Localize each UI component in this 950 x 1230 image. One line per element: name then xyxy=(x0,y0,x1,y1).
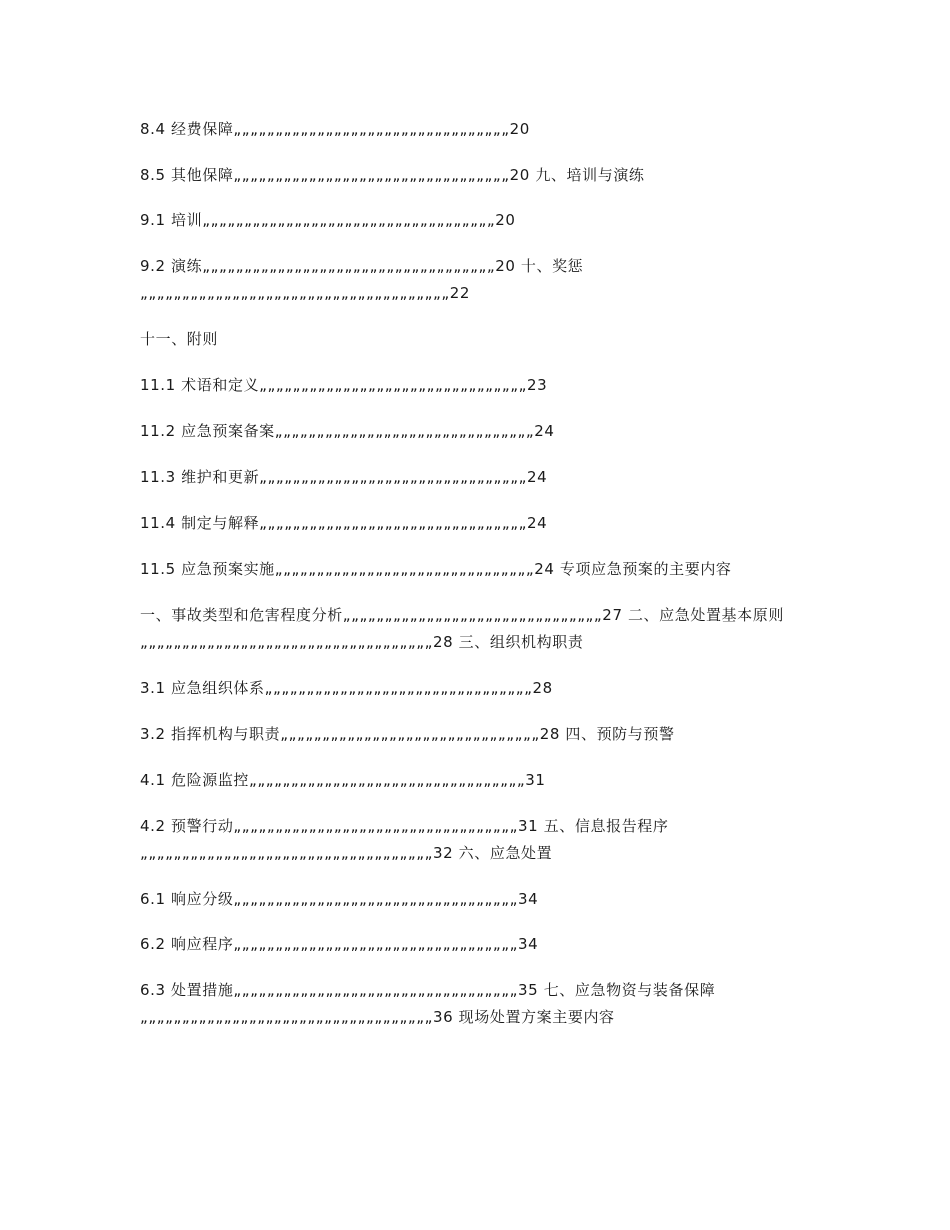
toc-entry: 6.2 响应程序„„„„„„„„„„„„„„„„„„„„„„„„„„„„„„„„„„34 xyxy=(140,935,539,953)
toc-entry: 一、事故类型和危害程度分析„„„„„„„„„„„„„„„„„„„„„„„„„„„„„„„27 二、应急处置基本原则„„„„„„„„„„„„„„„„„„„„„„„„„„„„„„„„„„„28 三、组织机构职责 xyxy=(140,606,784,651)
toc-entry: 11.3 维护和更新„„„„„„„„„„„„„„„„„„„„„„„„„„„„„„„„24 xyxy=(140,468,548,486)
toc-entry: 9.2 演练„„„„„„„„„„„„„„„„„„„„„„„„„„„„„„„„„„„20 十、奖惩 „„„„„„„„„„„„„„„„„„„„„„„„„„„„„„„„„„„„„22 xyxy=(140,257,589,302)
toc-entry: 6.3 处置措施„„„„„„„„„„„„„„„„„„„„„„„„„„„„„„„„„„35 七、应急物资与装备保障„„„„„„„„„„„„„„„„„„„„„„„„„„„„„„„„„„„36 现场处置方案主要内容 xyxy=(140,981,716,1026)
toc-entry: 9.1 培训„„„„„„„„„„„„„„„„„„„„„„„„„„„„„„„„„„„20 xyxy=(140,211,516,229)
toc-entry: 3.2 指挥机构与职责„„„„„„„„„„„„„„„„„„„„„„„„„„„„„„„28 四、预防与预警 xyxy=(140,725,675,743)
toc-section-heading: 十一、附则 xyxy=(140,330,219,348)
toc-entry: 3.1 应急组织体系„„„„„„„„„„„„„„„„„„„„„„„„„„„„„„„„28 xyxy=(140,679,553,697)
toc-entry: 8.4 经费保障„„„„„„„„„„„„„„„„„„„„„„„„„„„„„„„„„20 xyxy=(140,120,530,138)
toc-entry: 4.1 危险源监控„„„„„„„„„„„„„„„„„„„„„„„„„„„„„„„„„31 xyxy=(140,771,546,789)
toc-entry: 11.5 应急预案实施„„„„„„„„„„„„„„„„„„„„„„„„„„„„„„„24 专项应急预案的主要内容 xyxy=(140,560,732,578)
toc-entry: 11.2 应急预案备案„„„„„„„„„„„„„„„„„„„„„„„„„„„„„„„24 xyxy=(140,422,555,440)
toc-entry: 11.4 制定与解释„„„„„„„„„„„„„„„„„„„„„„„„„„„„„„„„24 xyxy=(140,514,548,532)
toc-entry: 11.1 术语和定义„„„„„„„„„„„„„„„„„„„„„„„„„„„„„„„„23 xyxy=(140,376,548,394)
toc-entry: 6.1 响应分级„„„„„„„„„„„„„„„„„„„„„„„„„„„„„„„„„„34 xyxy=(140,890,539,908)
toc-entry: 4.2 预警行动„„„„„„„„„„„„„„„„„„„„„„„„„„„„„„„„„„31 五、信息报告程序„„„„„„„„„„„„„„„„„„„„„„„„„„„„„„„„„„„32 六、应急处置 xyxy=(140,817,669,862)
toc-entry: 8.5 其他保障„„„„„„„„„„„„„„„„„„„„„„„„„„„„„„„„„20 九、培训与演练 xyxy=(140,166,645,184)
